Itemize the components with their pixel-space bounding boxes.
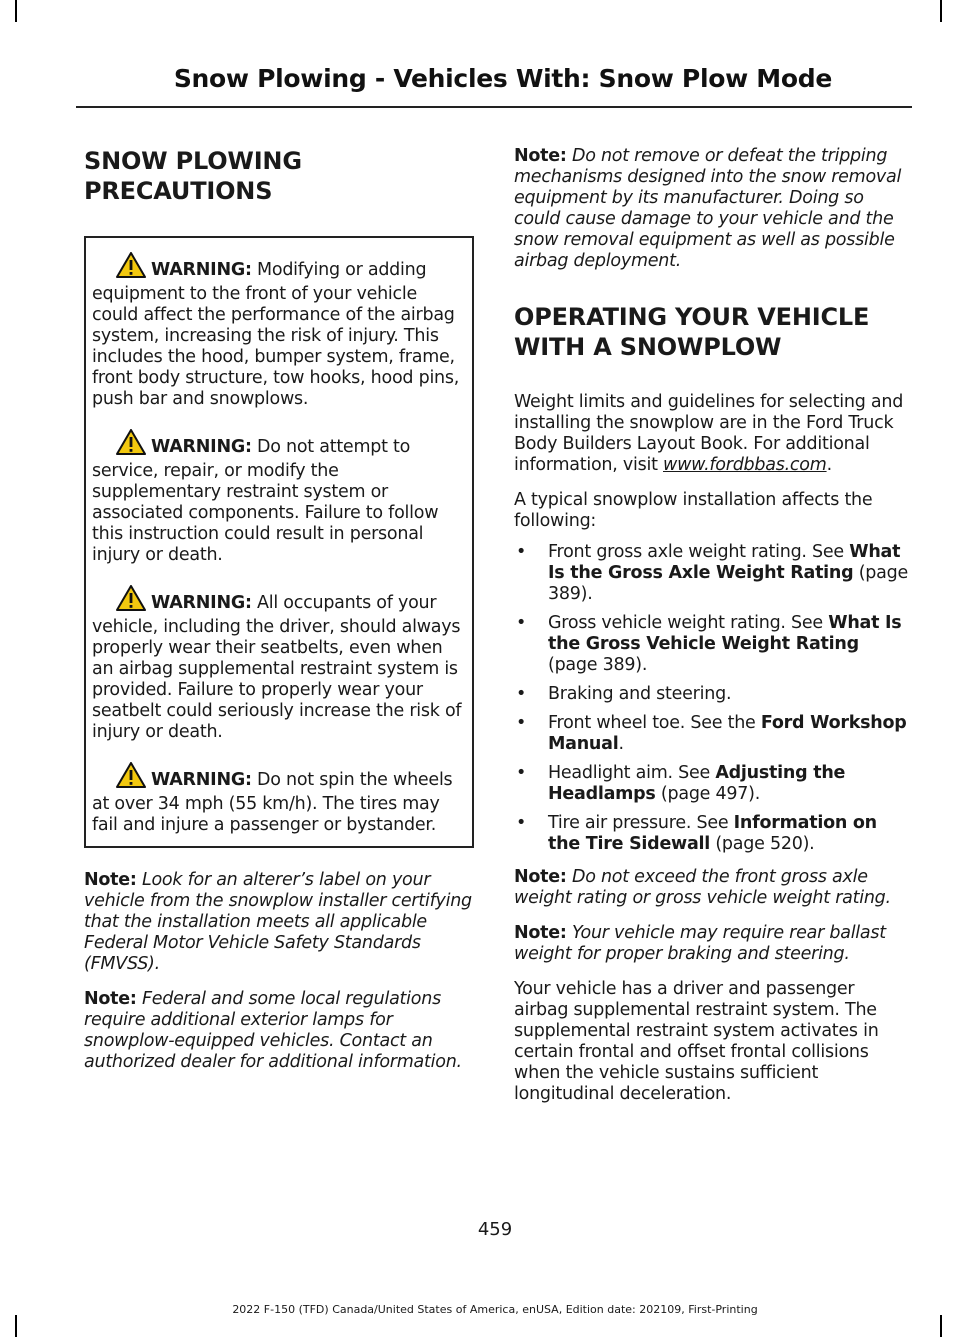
list-item: • Front gross axle weight rating. See What Is the Gross Axle Weight Rating (page 389). — [516, 542, 909, 604]
warning-triangle-icon — [116, 429, 146, 461]
cross-reference-link[interactable]: Adjusting the Headlamps — [548, 763, 846, 804]
warning-triangle-icon — [116, 585, 146, 617]
body-paragraph: Weight limits and guidelines for selecting and installing the snowplow are in the Ford Truck Body Builders Layout Book. For additional information, visit www.fordbbas.com. — [514, 392, 904, 475]
header-divider — [76, 106, 912, 108]
crop-mark — [940, 1315, 942, 1337]
note-paragraph: Note: Look for an alterer’s label on your vehicle from the snowplow installer certifying that the installation meets all applicable Federal Motor Vehicle Safety Standards (FMVSS). — [84, 870, 472, 974]
cross-reference-link[interactable]: Information on the Tire Sidewall — [548, 813, 877, 854]
fordbbas-link[interactable]: www.fordbbas.com — [663, 455, 827, 475]
note-paragraph: Note: Do not remove or defeat the tripping mechanisms designed into the snow removal equipment by its manufacturer. Doing so could cause damage to your vehicle and the snow removal equipment as well as possible airbag deployment. — [514, 146, 902, 271]
note-paragraph: Note: Your vehicle may require rear ballast weight for proper braking and steering. — [514, 923, 886, 964]
warning-label: WARNING: — [151, 437, 252, 457]
list-item: • Front wheel toe. See the Ford Workshop Manual. — [516, 713, 907, 754]
section-heading-precautions: SNOW PLOWING PRECAUTIONS — [84, 147, 302, 205]
warning-label: WARNING: — [151, 770, 252, 790]
right-column — [514, 146, 909, 1105]
warning-item — [92, 585, 464, 743]
warning-item — [92, 762, 464, 836]
page-number: 459 — [477, 1219, 513, 1240]
list-item: • Headlight aim. See Adjusting the Headlamps (page 497). — [516, 763, 846, 804]
warning-text: Do not spin the wheels at over 34 mph (55 km/h). The tires may fail and injure a passenger or bystander. — [92, 770, 453, 835]
warning-triangle-icon — [116, 252, 146, 284]
warning-box — [84, 236, 474, 848]
crop-mark — [15, 1315, 17, 1337]
note-paragraph: Note: Do not exceed the front gross axle weight rating or gross vehicle weight rating. — [514, 867, 891, 908]
cross-reference-link[interactable]: What Is the Gross Axle Weight Rating — [548, 542, 901, 583]
section-heading-operating: OPERATING YOUR VEHICLE WITH A SNOWPLOW — [514, 303, 870, 361]
crop-mark — [15, 0, 17, 22]
crop-mark — [940, 0, 942, 22]
note-paragraph: Note: Federal and some local regulations require additional exterior lamps for snowplow-equipped vehicles. Contact an authorized dealer for additional information. — [84, 989, 462, 1072]
warning-label: WARNING: — [151, 260, 252, 280]
list-item: • Braking and steering. — [516, 684, 732, 704]
warning-text: Do not attempt to service, repair, or modify the supplementary restraint system or associated components. Failure to follow this instruction could result in personal injury or death. — [92, 437, 439, 565]
warning-text: Modifying or adding equipment to the front of your vehicle could affect the performance of the airbag system, increasing the risk of injury. This includes the hood, bumper system, frame, front body structure, tow hooks, hood pins, push bar and snowplows. — [92, 260, 460, 409]
warning-item — [92, 429, 464, 566]
warning-label: WARNING: — [151, 593, 252, 613]
list-item: • Tire air pressure. See Information on the Tire Sidewall (page 520). — [516, 813, 877, 854]
warning-text: All occupants of your vehicle, including the driver, should always properly wear their seatbelts, even when an airbag supplemental restraint system is provided. Failure to properly wear your seatbelt could seriously increase the risk of injury or death. — [92, 593, 462, 742]
list-item: • Gross vehicle weight rating. See What Is the Gross Vehicle Weight Rating (page 389). — [516, 613, 902, 675]
warning-item — [92, 252, 464, 410]
page-footer: 2022 F-150 (TFD) Canada/United States of America, enUSA, Edition date: 202109, First-Printing — [232, 1303, 758, 1316]
affected-items-list — [514, 542, 909, 855]
left-column — [84, 146, 474, 1073]
warning-triangle-icon — [116, 762, 146, 794]
cross-reference-link[interactable]: What Is the Gross Vehicle Weight Rating — [548, 613, 902, 654]
page-header-title: Snow Plowing - Vehicles With: Snow Plow Mode — [173, 64, 832, 93]
body-paragraph: Your vehicle has a driver and passenger airbag supplemental restraint system. The supplemental restraint system activates in certain frontal and offset frontal collisions when the vehicle sustains sufficient longitudinal deceleration. — [514, 979, 879, 1104]
cross-reference-link[interactable]: Ford Workshop Manual — [548, 713, 907, 754]
body-paragraph: A typical snowplow installation affects the following: — [514, 490, 873, 531]
